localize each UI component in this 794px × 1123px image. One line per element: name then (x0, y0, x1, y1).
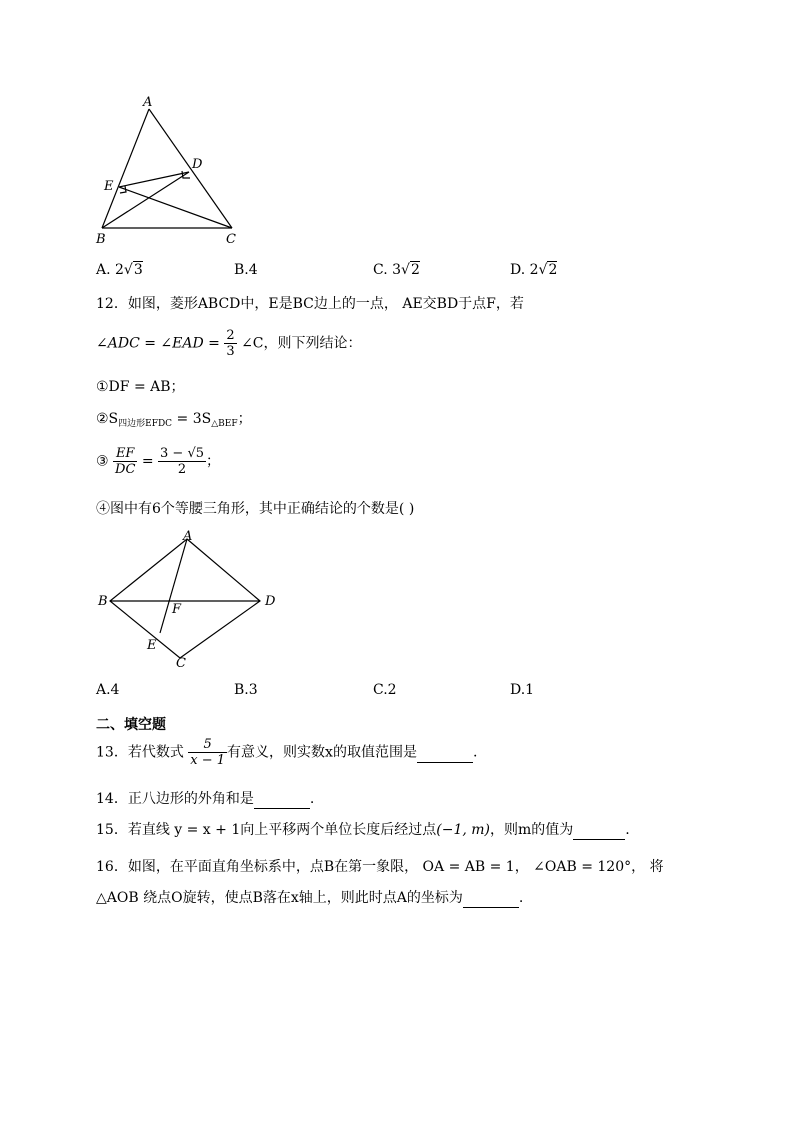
label-a-q11: A (143, 95, 153, 110)
q14: 14．正八边形的外角和是 . (96, 791, 315, 807)
label-a-q12: A (183, 529, 193, 544)
fraction-ef-dc: $\frac{EF}{DC}$ (115, 446, 136, 477)
label-e-q11: E (104, 179, 114, 194)
label-d-q12: D (265, 594, 276, 609)
q12-option-c[interactable]: C.2 (373, 682, 397, 698)
answer-blank-q16[interactable] (463, 889, 519, 908)
q12-line1: 12．如图，菱形ABCD中，E是BC边上的一点， AE交BD于点F，若 (96, 296, 524, 312)
label-c-q12: C (176, 656, 186, 671)
label-c-q11: C (226, 232, 236, 247)
label-f-q12: F (172, 602, 182, 617)
q12-conclusion-2: $②S_{四边形EFDC} = 3S_{\triangle BEF}$； (96, 411, 252, 429)
q15: 15．若直线 y = x + 1向上平移两个单位长度后经过点(−1, m)，则m的值为 . (96, 822, 630, 838)
label-b-q11: B (96, 232, 106, 247)
q12-option-d[interactable]: D.1 (510, 682, 535, 698)
label-b-q12: B (98, 594, 108, 609)
q16-line2: △AOB 绕点O旋转，使点B落在x轴上，则此时点A的坐标为 . (96, 890, 524, 906)
fraction-golden: $\frac{3 - √5}{2}$ (160, 446, 205, 477)
q12-option-a[interactable]: A.4 (96, 682, 120, 698)
answer-blank-q13[interactable] (417, 744, 473, 763)
q12-line2: ∠ADC = ∠EAD = $\frac{2}{3}$ ∠C，则下列结论： (96, 328, 362, 359)
q11-option-b[interactable]: B.4 (234, 262, 258, 278)
label-d-q11: D (192, 157, 203, 172)
section-heading-fill-in: 二、填空题 (96, 717, 166, 733)
q12-conclusion-3: ③ $\frac{EF}{DC}$ = $\frac{3 - √5}{2}$ ； (96, 446, 221, 477)
q12-conclusion-4: ④图中有6个等腰三角形，其中正确结论的个数是( ) (96, 501, 415, 517)
q11-option-c[interactable]: C. 3√2 (373, 262, 420, 278)
answer-blank-q14[interactable] (254, 790, 310, 809)
q12-conclusion-1: ①DF = AB； (96, 379, 185, 395)
q13: 13．若代数式 $\frac{5}{x - 1}$ 有意义，则实数x的取值范围是 . (96, 737, 478, 768)
fraction-two-thirds: $\frac{2}{3}$ (226, 328, 235, 359)
q11-option-a[interactable]: A. 2√3 (96, 262, 143, 278)
q12-option-b[interactable]: B.3 (234, 682, 258, 698)
label-e-q12: E (147, 638, 157, 653)
triangle-figure-q11 (90, 92, 260, 252)
q16-line1: 16．如图，在平面直角坐标系中，点B在第一象限， OA = AB = 1， ∠OAB = 120°， 将 (96, 859, 664, 875)
fraction-5-over-x-minus-1: $\frac{5}{x - 1}$ (190, 737, 226, 768)
answer-blank-q15[interactable] (573, 821, 625, 840)
q11-option-d[interactable]: D. 2√2 (510, 262, 558, 278)
